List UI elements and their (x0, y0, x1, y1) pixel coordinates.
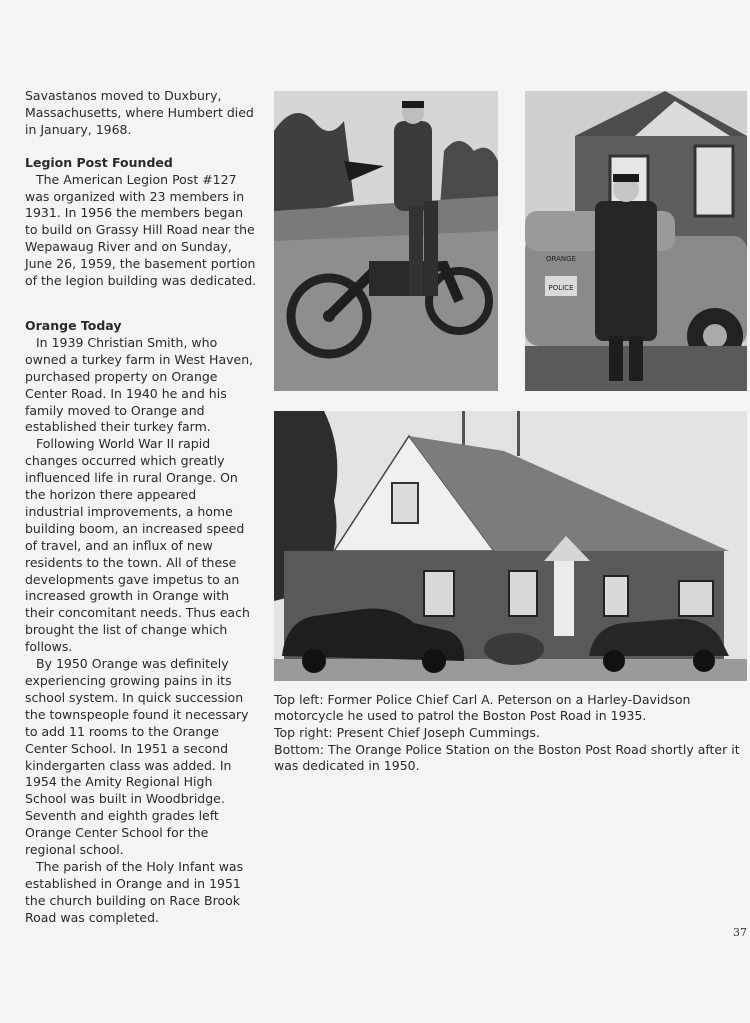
photo-present-chief (525, 91, 747, 391)
left-text-column (25, 88, 257, 927)
door-lettering: ORANGE (546, 255, 576, 263)
orange-today-paragraph-1: In 1939 Christian Smith, who owned a turkey farm in West Haven, purchased property on Orange Center Road. In 1940 he and his family moved to Orange and established their turkey farm. (25, 334, 254, 435)
caption-bottom: Bottom: The Orange Police Station on the Boston Post Road shortly after it was dedicated in 1950. (274, 742, 740, 773)
orange-today-paragraph-4: The parish of the Holy Infant was established in Orange and in 1951 the church building on Race Brook Road was completed. (25, 858, 244, 925)
caption-top-left: Top left: Former Police Chief Carl A. Peterson on a Harley-Davidson motorcycle he used to patrol the Boston Post Road in 1935. (274, 692, 691, 723)
intro-paragraph: Savastanos moved to Duxbury, Massachusetts, where Humbert died in January, 1968. (25, 88, 254, 137)
orange-today-paragraph-2: Following World War II rapid changes occurred which greatly influenced life in rural Orange. On the horizon there appeared industrial improvements, a home building boom, an increased speed of travel, and an influx of new residents to the town. All of these developments gave impetus to an increased growth in Orange with their concomitant needs. Thus each brought the list of change which follows. (25, 436, 250, 655)
caption-top-right: Top right: Present Chief Joseph Cummings. (274, 725, 540, 740)
police-door-badge: POLICE (548, 284, 574, 292)
photo-captions (274, 692, 744, 775)
section-heading-orange-today: Orange Today (25, 317, 122, 333)
orange-today-paragraph-3: By 1950 Orange was definitely experiencing growing pains in its school system. In quick succession the townspeople found it necessary to add 11 rooms to the Orange Center School. In 1951 a second kindergarten class was added. In 1954 the Amity Regional High School was built in Woodbridge. Seventh and eighth grades left Orange Center School for the regional school. (25, 656, 249, 858)
photo-police-chief-motorcycle (274, 91, 498, 391)
page-number: 37 (733, 926, 747, 939)
photo-police-station (274, 411, 747, 681)
legion-post-paragraph: The American Legion Post #127 was organized with 23 members in 1931. In 1956 the members began to build on Grassy Hill Road near the Wepawaug River and on Sunday, June 26, 1959, the basement portion of the legion building was dedicated. (25, 171, 257, 289)
section-heading-legion-post: Legion Post Founded (25, 154, 173, 170)
